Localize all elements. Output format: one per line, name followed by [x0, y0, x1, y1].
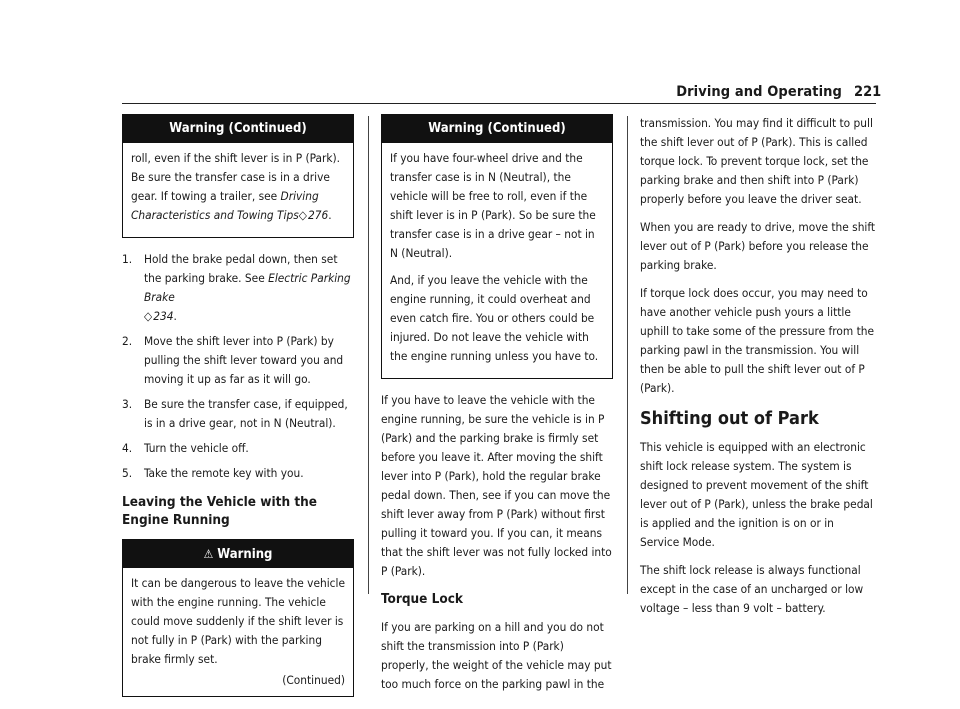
column-divider-2 — [627, 116, 628, 594]
warning-box-continued — [122, 114, 354, 238]
steps-list — [122, 250, 354, 483]
warning-body — [382, 143, 612, 378]
paragraph: transmission. You may find it difficult to pull the shift lever out of P (Park). This is called torque lock. To prevent torque lock, set the parking brake and then shift into P (Park) properly before you leave the driver seat. — [640, 116, 873, 206]
warning-text: roll, even if the shift lever is in P (Park). Be sure the transfer case is in a drive gear. If towing a trailer, see Driving Characteristics and Towing Tips◇ 276. — [131, 151, 340, 222]
paragraph: If torque lock does occur, you may need to have another vehicle push yours a little uphill to take some of the pressure from the parking pawl in the transmission. You will then be able to pull the shift lever out of P (Park). — [640, 286, 874, 395]
warning-icon: ⚠ — [203, 547, 214, 561]
xref-link[interactable]: Driving Characteristics and Towing Tips — [131, 189, 319, 222]
list-item: 3. Be sure the transfer case, if equipped, is in a drive gear, not in N (Neutral). — [122, 397, 348, 430]
warning-text: And, if you leave the vehicle with the engine running, it could overheat and even catch fire. You or others could be injured. Do not leave the vehicle with the engine running unless you have to. — [390, 273, 599, 363]
xref-link[interactable]: Electric Parking Brake — [144, 271, 351, 304]
paragraph: The shift lock release is always functional except in the case of an uncharged or low voltage – less than 9 volt – battery. — [640, 563, 864, 615]
column-3 — [640, 114, 876, 627]
header-rule — [122, 103, 876, 104]
heading-shifting-out-of-park: Shifting out of Park — [640, 408, 819, 429]
warning-box-continued — [381, 114, 613, 379]
paragraph: This vehicle is equipped with an electronic shift lock release system. The system is designed to prevent movement of the shift lever out of P (Park), unless the brake pedal is applied and the ignition is on or in Service Mode. — [640, 440, 873, 549]
continued-label: (Continued) — [282, 673, 345, 687]
page-ref-icon: ◇ — [144, 309, 153, 323]
page-number: 221 — [854, 84, 882, 100]
paragraph: If you are parking on a hill and you do not shift the transmission into P (Park) properly, the weight of the vehicle may put too much force on the parking pawl in the — [381, 620, 612, 691]
warning-body — [123, 143, 353, 237]
warning-body — [123, 568, 353, 696]
column-2 — [381, 114, 613, 703]
column-divider-1 — [368, 116, 369, 594]
warning-header: Warning (Continued) — [382, 115, 612, 143]
warning-box — [122, 539, 354, 697]
page-header — [0, 0, 960, 104]
list-item: 4. Turn the vehicle off. — [122, 441, 249, 455]
list-item: 1. Hold the brake pedal down, then set the parking brake. See Electric Parking Brake ◇ 234. — [122, 252, 351, 323]
warning-text: It can be dangerous to leave the vehicle with the engine running. The vehicle could move suddenly if the shift lever is not fully in P (Park) with the parking brake firmly set. — [131, 576, 345, 666]
subheading-torque-lock: Torque Lock — [381, 591, 463, 607]
paragraph: If you have to leave the vehicle with the engine running, be sure the vehicle is in P (Park) and the parking brake is firmly set before you leave it. After moving the shift lever into P (Park), hold the regular brake pedal down. Then, see if you can move the shift lever away from P (Park) without first pulling it toward you. If you can, it means that the shift lever was not fully locked into P (Park). — [381, 393, 612, 578]
list-item: 2. Move the shift lever into P (Park) by pulling the shift lever toward you and moving it up as far as it will go. — [122, 334, 344, 386]
section-title: Driving and Operating — [676, 84, 842, 100]
subheading-leaving-running: Leaving the Vehicle with the Engine Running — [122, 494, 318, 528]
warning-header: ⚠ Warning — [123, 540, 353, 568]
list-item: 5. Take the remote key with you. — [122, 466, 304, 480]
paragraph: When you are ready to drive, move the shift lever out of P (Park) before you release the parking brake. — [640, 220, 876, 272]
column-1 — [122, 114, 354, 709]
warning-header: Warning (Continued) — [123, 115, 353, 143]
page-ref-icon: ◇ — [298, 208, 307, 222]
warning-text: If you have four-wheel drive and the transfer case is in N (Neutral), the vehicle will be free to roll, even if the shift lever is in P (Park). So be sure the transfer case is in a drive gear – not in N (Neutral). — [390, 151, 596, 260]
